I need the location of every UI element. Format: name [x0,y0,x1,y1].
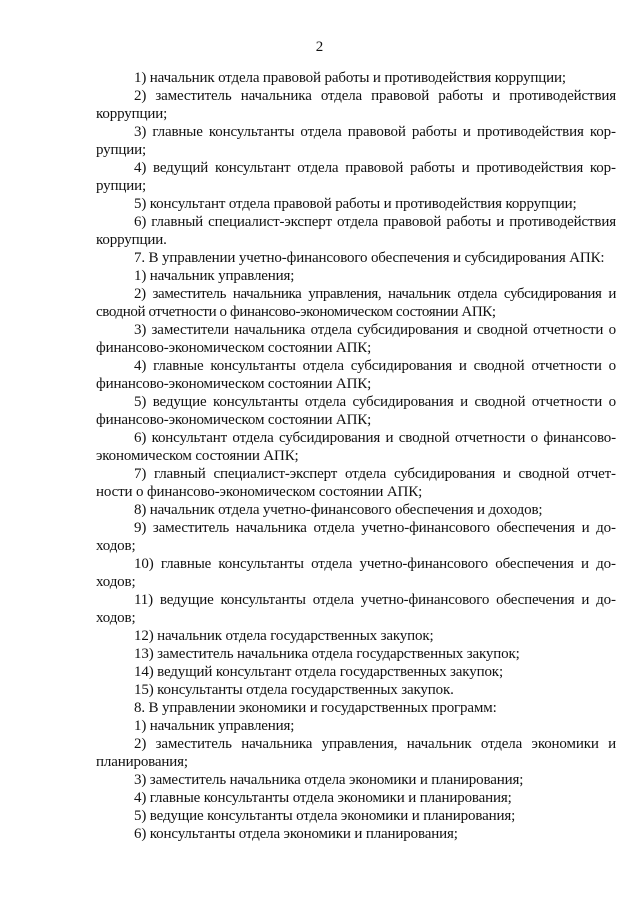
list-item: 4) главные консультанты отдела субсидирования и сводной отчетности о финансово-экономическом состоянии АПК; [96,358,616,392]
list-item: 9) заместитель начальника отдела учетно-финансового обеспечения и доходов; [96,520,616,554]
list-item: 14) ведущий консультант отдела государственных закупок; [134,664,503,680]
list-item: 2) заместитель начальника управления, начальник отдела субсидирования и сводной отчетности о финансово-экономическом состоянии АПК; [96,286,616,320]
list-item: 5) ведущие консультанты отдела экономики и планирования; [134,808,516,824]
list-item: 3) главные консультанты отдела правовой работы и противодействия коррупции; [96,124,616,158]
list-item: 10) главные консультанты отдела учетно-финансового обеспечения и доходов; [96,556,616,590]
list-item: 3) заместители начальника отдела субсидирования и сводной отчетности о финансово-экономическом состоянии АПК; [96,322,616,356]
list-item: 1) начальник управления; [134,268,295,284]
list-item: 1) начальник управления; [134,718,295,734]
list-item: 4) ведущий консультант отдела правовой работы и противодействия коррупции; [96,160,616,194]
list-item: 2) заместитель начальника отдела правовой работы и противодействия коррупции; [96,88,616,122]
list-item: 2) заместитель начальника управления, начальник отдела экономики и планирования; [96,736,616,770]
list-item: 15) консультанты отдела государственных закупок. [134,682,454,698]
page-number: 2 [315,39,324,55]
list-item: 6) консультанты отдела экономики и планирования; [134,826,458,842]
list-item: 6) консультант отдела субсидирования и сводной отчетности о финансово-экономическом состоянии АПК; [96,430,616,464]
section-heading: 7. В управлении учетно-финансового обеспечения и субсидирования АПК: [134,250,605,266]
list-item: 7) главный специалист-эксперт отдела субсидирования и сводной отчетности о финансово-экономическом состоянии АПК; [96,466,616,500]
list-item: 3) заместитель начальника отдела экономики и планирования; [134,772,524,788]
list-item: 11) ведущие консультанты отдела учетно-финансового обеспечения и доходов; [96,592,616,626]
document-body [96,69,616,843]
list-item: 5) консультант отдела правовой работы и противодействия коррупции; [134,196,577,212]
list-item: 8) начальник отдела учетно-финансового обеспечения и доходов; [134,502,543,518]
list-item: 12) начальник отдела государственных закупок; [134,628,434,644]
list-item: 6) главный специалист-эксперт отдела правовой работы и противодействия коррупции. [96,214,616,248]
list-item: 1) начальник отдела правовой работы и противодействия коррупции; [134,70,566,86]
list-item: 4) главные консультанты отдела экономики и планирования; [134,790,512,806]
list-item: 13) заместитель начальника отдела государственных закупок; [134,646,520,662]
section-heading: 8. В управлении экономики и государственных программ: [134,700,497,716]
list-item: 5) ведущие консультанты отдела субсидирования и сводной отчетности о финансово-экономическом состоянии АПК; [96,394,616,428]
